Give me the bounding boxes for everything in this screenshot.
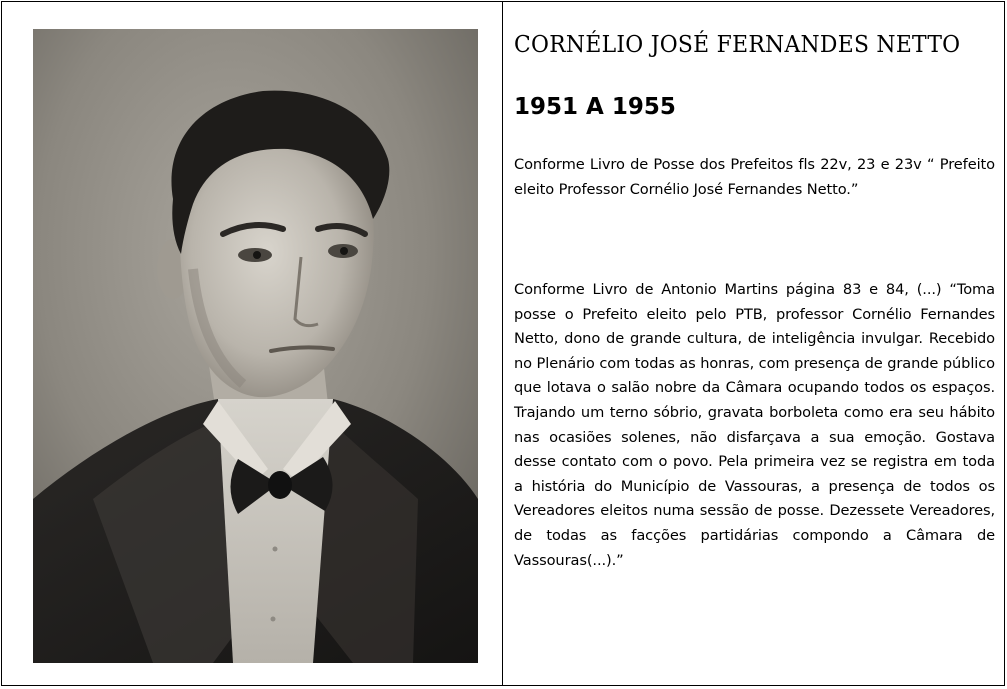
paragraph-posse-book: Conforme Livro de Posse dos Prefeitos fls 22v, 23 e 23v “ Prefeito eleito Professor Cornélio José Fernandes Netto.” <box>514 156 995 198</box>
portrait-photo <box>33 29 478 663</box>
text-cell <box>503 2 1003 685</box>
paragraph-martins-book: Conforme Livro de Antonio Martins página 83 e 84, (...) “Toma posse o Prefeito eleito pelo PTB, professor Cornélio Fernandes Netto, dono de grande cultura, de inteligência invulgar. Recebido no Plenário com todas as honras, com presença de grande público que lotava o salão nobre da Câmara ocupando todos os espaços. Trajando um terno sóbrio, gravata borboleta como era seu hábito nas ocasiões solenes, não disfarçava a sua emoção. Gostava desse contato com o povo. Pela primeira vez se registra em toda a história do Município de Vassouras, a presença de todos os Vereadores eleitos numa sessão de posse. Dezessete Vereadores, de todas as facções partidárias compondo a Câmara de Vassouras(...).” <box>514 281 995 569</box>
term-years: 1951 A 1955 <box>514 94 676 120</box>
portrait-illustration <box>33 29 478 663</box>
photo-cell <box>2 2 502 685</box>
person-name: CORNÉLIO JOSÉ FERNANDES NETTO <box>514 30 961 58</box>
